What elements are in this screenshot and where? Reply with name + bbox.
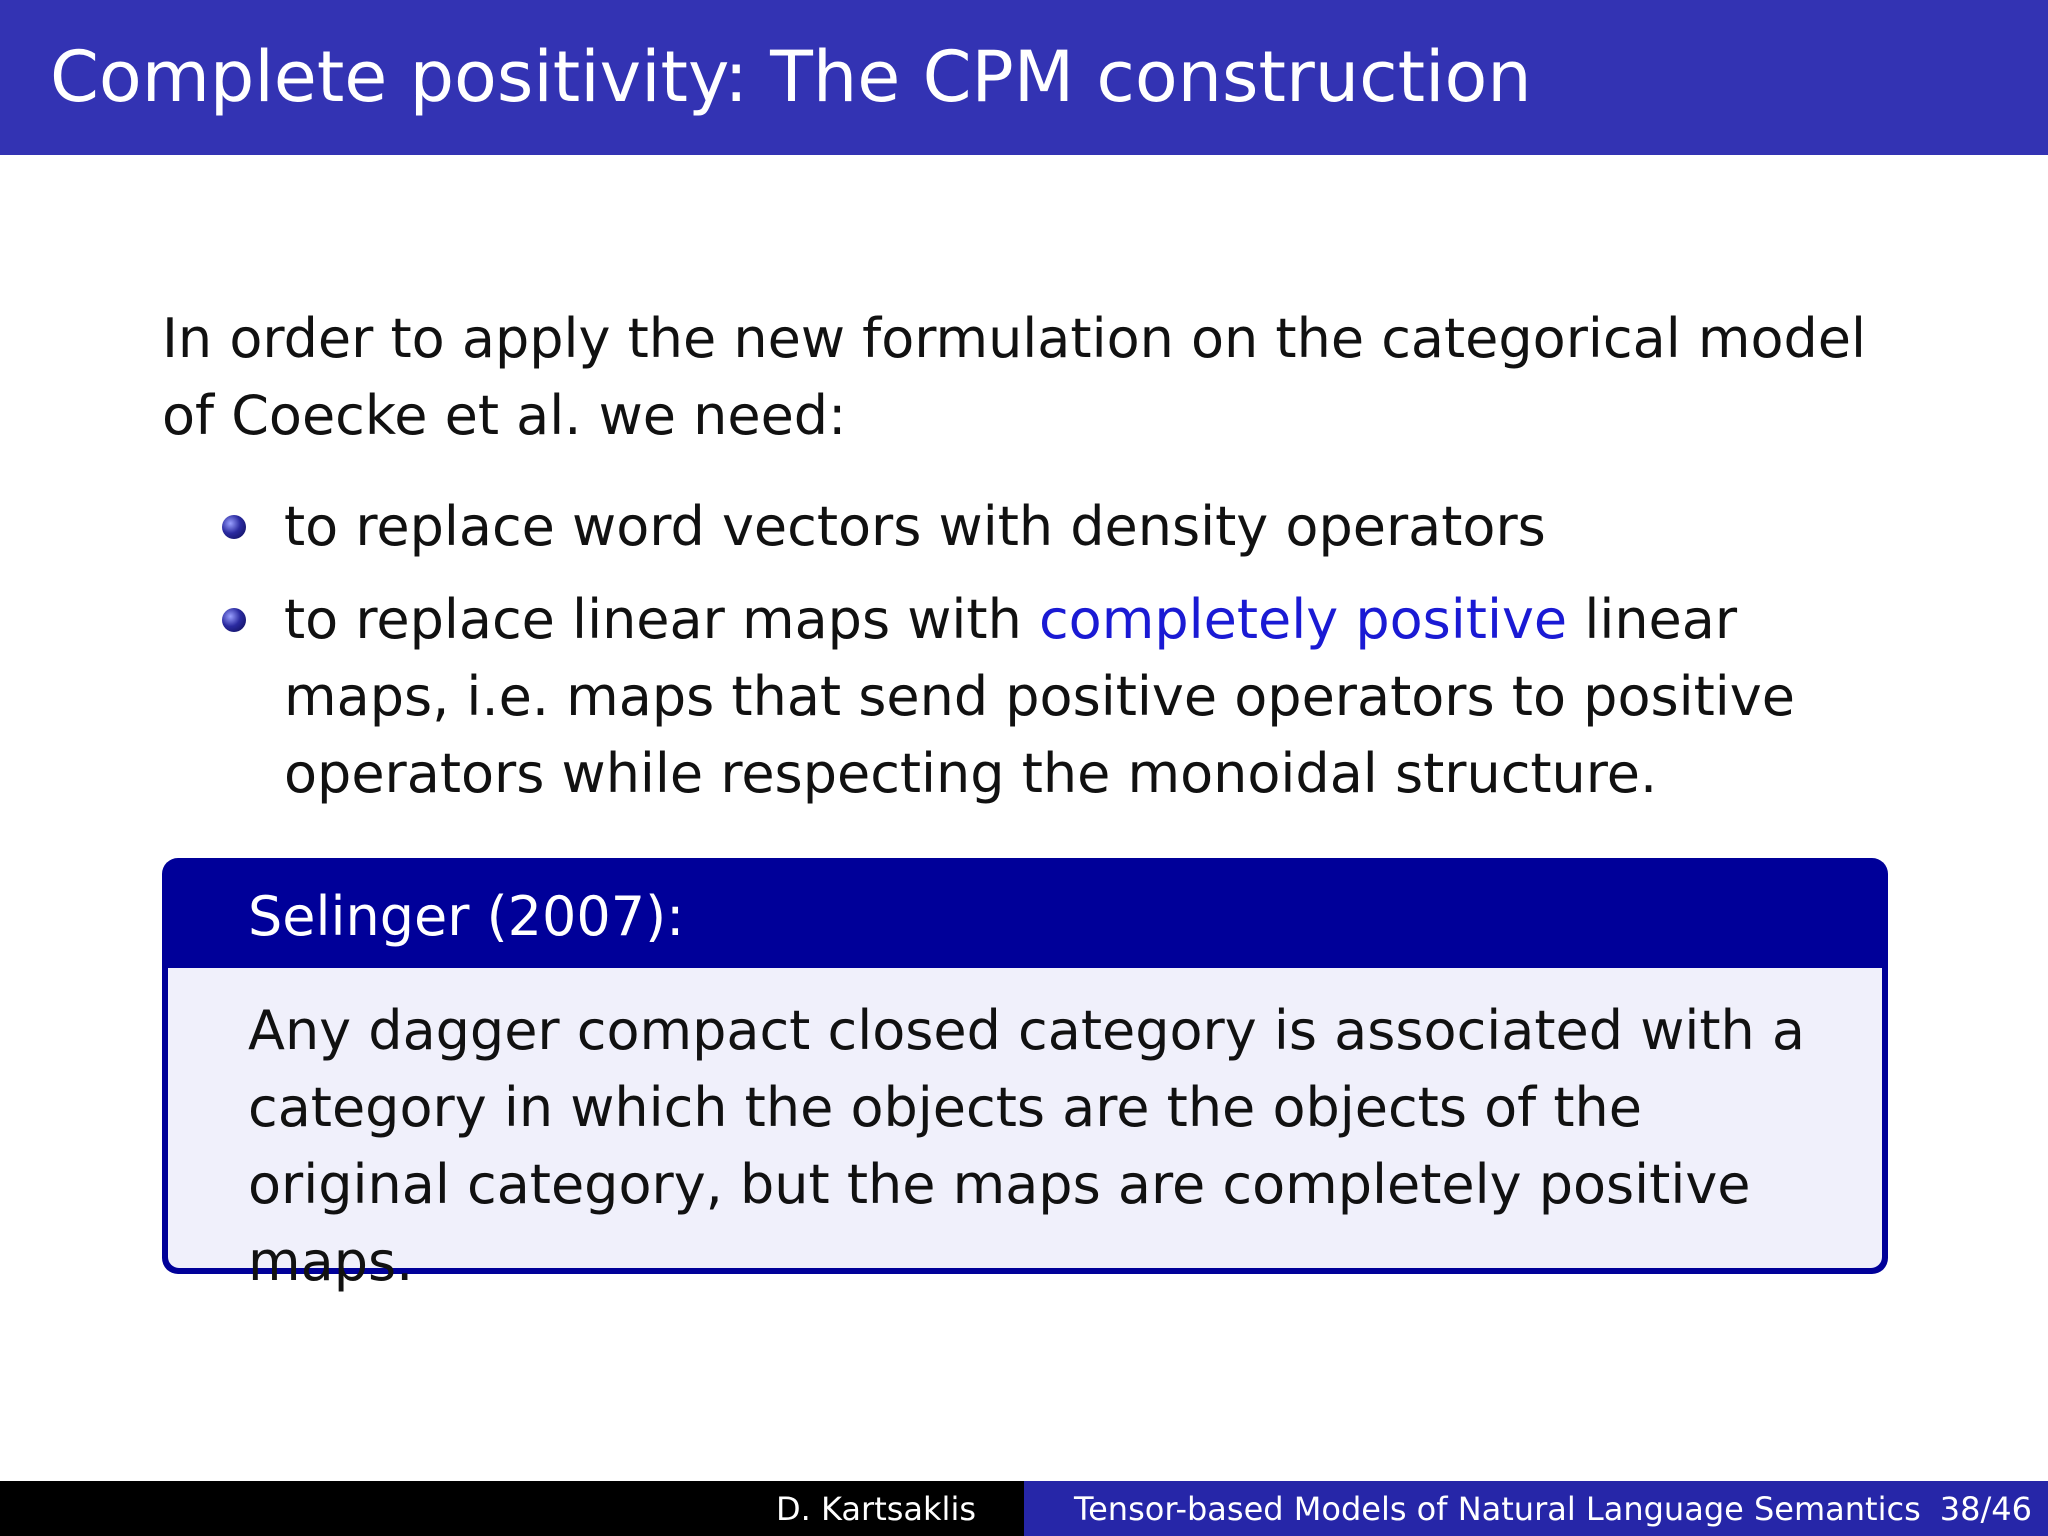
block-text: Any dagger compact closed category is associated with a category in which the objects are the objects of the original category, but the maps are completely positive maps. xyxy=(248,999,1806,1293)
bullet-list xyxy=(162,488,1882,828)
footer-title-panel xyxy=(1024,1481,2048,1536)
page-number: 38/46 xyxy=(1939,1490,2032,1528)
block-title: Selinger (2007): xyxy=(248,885,685,948)
bullet-icon xyxy=(222,515,246,539)
theorem-block xyxy=(162,858,1888,1293)
footer-author: D. Kartsaklis xyxy=(776,1490,976,1528)
bullet-item xyxy=(162,581,1882,812)
bullet-text: to replace word vectors with density operators xyxy=(284,495,1546,558)
bullet-text-start: to replace linear maps with xyxy=(284,588,1039,651)
bullet-text-end: linear maps, i.e. maps that send positive operators to positive operators while respecting the monoidal structure. xyxy=(284,588,1795,805)
bullet-icon xyxy=(222,608,246,632)
bullet-item xyxy=(162,488,1882,565)
slide-title: Complete positivity: The CPM construction xyxy=(50,36,1532,118)
block-body xyxy=(168,968,1882,1293)
intro-text: In order to apply the new formulation on the categorical model of Coecke et al. we need: xyxy=(162,307,1867,447)
footer xyxy=(0,1481,2048,1536)
title-bar xyxy=(0,0,2048,155)
footer-author-panel xyxy=(0,1481,1024,1536)
footer-title: Tensor-based Models of Natural Language Semantics xyxy=(1074,1490,1921,1528)
highlighted-term: completely positive xyxy=(1038,588,1568,651)
